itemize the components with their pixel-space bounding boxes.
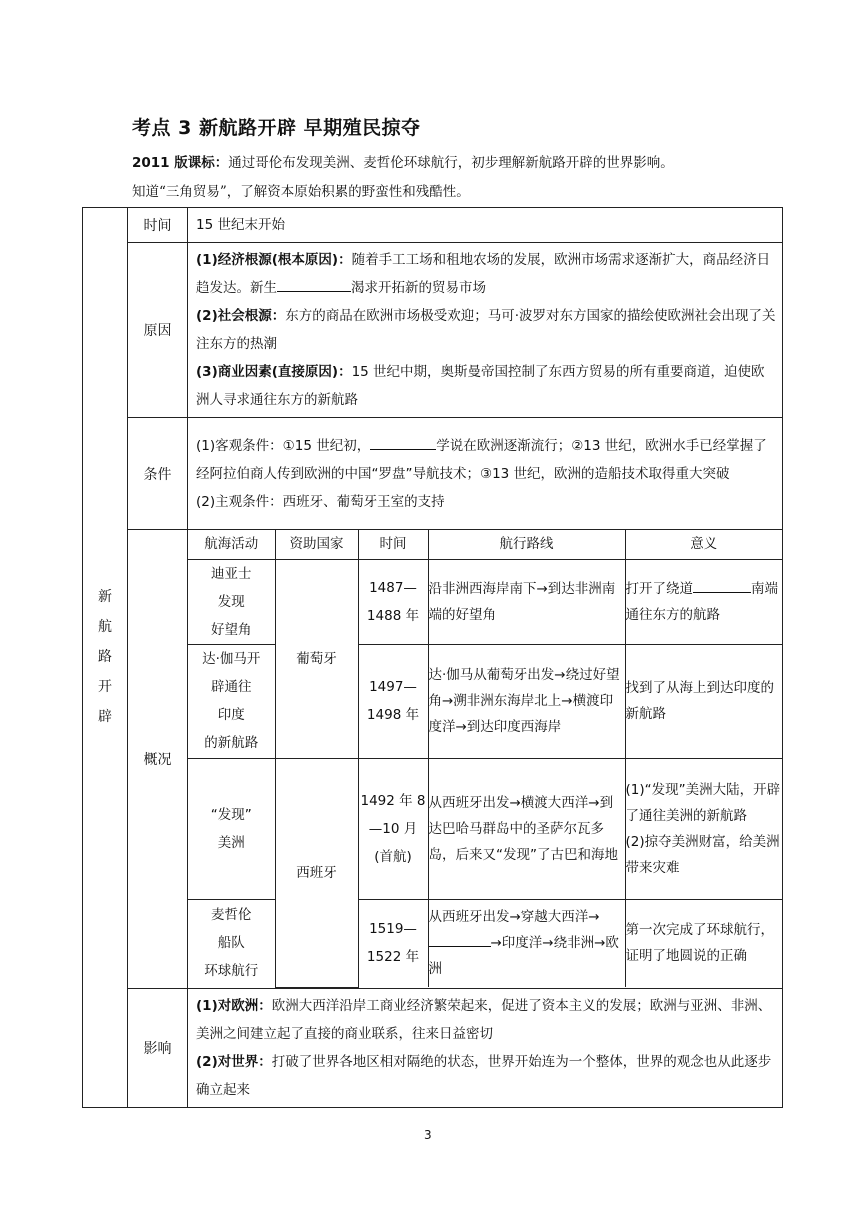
activity-line: 船队 [217, 935, 245, 952]
activity-line: 达·伽马开 [202, 651, 261, 667]
condition-text [188, 418, 783, 530]
condition-label: 条件 [128, 418, 188, 530]
time-line: 1519— [369, 921, 417, 938]
meaning-magellan: 第一次完成了环球航行，证明了地圆说的正确 [625, 899, 782, 987]
impact-text [188, 988, 783, 1107]
route-columbus: 从西班牙出发→横渡大西洋→到达巴哈马群岛中的圣萨尔瓦多岛，后来又“发现”了古巴和海地 [428, 758, 625, 899]
cause-p1-b: 渴求开拓新的贸易市场 [351, 280, 486, 296]
cause-p3-head: (3)商业因素(直接原因)： [196, 364, 352, 380]
time-line: 1487— [369, 579, 417, 596]
side-char: 辟 [98, 709, 112, 726]
country-spain: 西班牙 [275, 758, 358, 987]
overview-label: 概况 [128, 530, 188, 989]
time-line: 1498 年 [366, 707, 420, 723]
impact-p1-head: (1)对欧洲： [196, 997, 272, 1014]
impact-p1 [196, 992, 776, 1048]
condition-p1-b: 学说在欧洲逐渐流行；②13 世纪，欧洲水手已经掌握了经阿拉伯商人传到欧洲的中国“罗盘”导航技术；③13 世纪，欧洲的造船技术取得重大突破 [196, 437, 767, 482]
header-activity: 航海活动 [188, 530, 275, 559]
fill-blank [429, 932, 491, 947]
curriculum-standard-line1 [132, 151, 674, 171]
time-text: 15 世纪末开始 [188, 208, 783, 243]
cause-p1-a: 随着手工工场和租地农场的发展，欧洲市场需求逐渐扩大，商品经济日趋发达。新生 [196, 252, 771, 296]
header-country: 资助国家 [275, 530, 358, 559]
activity-columbus [188, 758, 275, 899]
time-line: 1488 年 [366, 607, 420, 624]
side-char: 路 [98, 649, 112, 666]
new-routes-table [82, 207, 783, 1108]
side-char: 航 [98, 619, 112, 636]
condition-p2: (2)主观条件：西班牙、葡萄牙王室的支持 [196, 493, 445, 510]
time-line: 1522 年 [366, 949, 420, 966]
activity-line: 美洲 [217, 834, 245, 851]
header-route: 航行路线 [428, 530, 625, 559]
activity-line: “发现” [210, 806, 252, 823]
meaning-columbus [625, 758, 782, 899]
fill-blank [277, 277, 351, 292]
cause-p2-text: 东方的商品在欧洲市场极受欢迎；马可·波罗对东方国家的描绘使欧洲社会出现了关注东方的热潮 [196, 308, 776, 352]
cause-p2-head: (2)社会根源： [196, 308, 286, 324]
activity-line: 迪亚士 [211, 565, 252, 582]
condition-p1-a: (1)客观条件：①15 世纪初， [196, 437, 371, 454]
meaning-dias [625, 559, 782, 644]
impact-p2-head: (2)对世界： [196, 1053, 272, 1070]
fill-blank [693, 578, 751, 593]
activity-line: 印度 [217, 707, 245, 723]
route-gama: 达·伽马从葡萄牙出发→绕过好望角→溯非洲东海岸北上→横渡印度洋→到达印度西海岸 [428, 644, 625, 758]
time-line: 1497— [369, 679, 417, 695]
activity-magellan [188, 899, 275, 987]
time-line: —10 月 [368, 820, 418, 837]
cause-p3-text: 15 世纪中期，奥斯曼帝国控制了东西方贸易的所有重要商道，迫使欧洲人寻求通往东方的新航路 [196, 364, 765, 408]
time-line: (首航) [374, 848, 412, 865]
side-char: 开 [98, 679, 112, 696]
activity-line: 环球航行 [204, 963, 259, 980]
impact-p1-text: 欧洲大西洋沿岸工商业经济繁荣起来，促进了资本主义的发展；欧洲与亚洲、非洲、美洲之间建立起了直接的商业联系，往来日益密切 [196, 997, 772, 1042]
activity-line: 麦哲伦 [211, 907, 252, 924]
meaning-columbus-1: (1)“发现”美洲大陆，开辟了通往美洲的新航路 [625, 781, 781, 824]
cause-p1 [196, 246, 776, 302]
side-char: 新 [98, 589, 112, 606]
meaning-dias-b: 南端通往东方的航路 [625, 580, 778, 623]
route-magellan-a: 从西班牙出发→穿越大西洋→ [428, 909, 600, 926]
page-number: 3 [424, 1128, 432, 1142]
header-time: 时间 [358, 530, 428, 559]
impact-p2-text: 打破了世界各地区相对隔绝的状态，世界开始连为一个整体，世界的观念也从此逐步确立起来 [196, 1053, 772, 1098]
curriculum-label: 2011 版课标： [132, 155, 229, 171]
impact-p2 [196, 1048, 776, 1104]
time-magellan [358, 899, 428, 987]
overview-cell [188, 530, 783, 989]
activity-dias [188, 559, 275, 644]
meaning-columbus-2: (2)掠夺美洲财富，给美洲带来灾难 [625, 833, 780, 876]
activity-line: 发现 [217, 593, 245, 610]
cause-p3 [196, 358, 776, 414]
meaning-dias-a: 打开了绕道 [625, 580, 693, 597]
time-line: 1492 年 8 [360, 792, 426, 809]
cause-label: 原因 [128, 243, 188, 418]
route-dias: 沿非洲西海岸南下→到达非洲南端的好望角 [428, 559, 625, 644]
impact-label: 影响 [128, 988, 188, 1107]
route-magellan-b: →印度洋→绕非洲→欧洲 [428, 935, 619, 978]
side-title [83, 208, 128, 1108]
time-columbus [358, 758, 428, 899]
cause-p2 [196, 302, 776, 358]
header-meaning: 意义 [625, 530, 782, 559]
time-label: 时间 [128, 208, 188, 243]
cause-p1-head: (1)经济根源(根本原因)： [196, 252, 352, 268]
fill-blank [370, 435, 436, 450]
route-magellan [428, 899, 625, 987]
activity-line: 好望角 [211, 621, 252, 638]
activity-line: 的新航路 [204, 735, 259, 751]
section-title: 考点 3 新航路开辟 早期殖民掠夺 [132, 117, 421, 139]
country-portugal: 葡萄牙 [275, 559, 358, 758]
curriculum-standard-line2: 知道“三角贸易”，了解资本原始积累的野蛮性和残酷性。 [132, 184, 470, 200]
meaning-gama: 找到了从海上到达印度的新航路 [625, 644, 782, 758]
voyages-table [188, 530, 782, 988]
activity-line: 辟通往 [211, 679, 252, 695]
activity-gama [188, 644, 275, 758]
time-gama [358, 644, 428, 758]
curriculum-text-1: 通过哥伦布发现美洲、麦哲伦环球航行，初步理解新航路开辟的世界影响。 [228, 155, 674, 171]
condition-p1 [196, 432, 776, 488]
cause-text [188, 243, 783, 418]
time-dias [358, 559, 428, 644]
